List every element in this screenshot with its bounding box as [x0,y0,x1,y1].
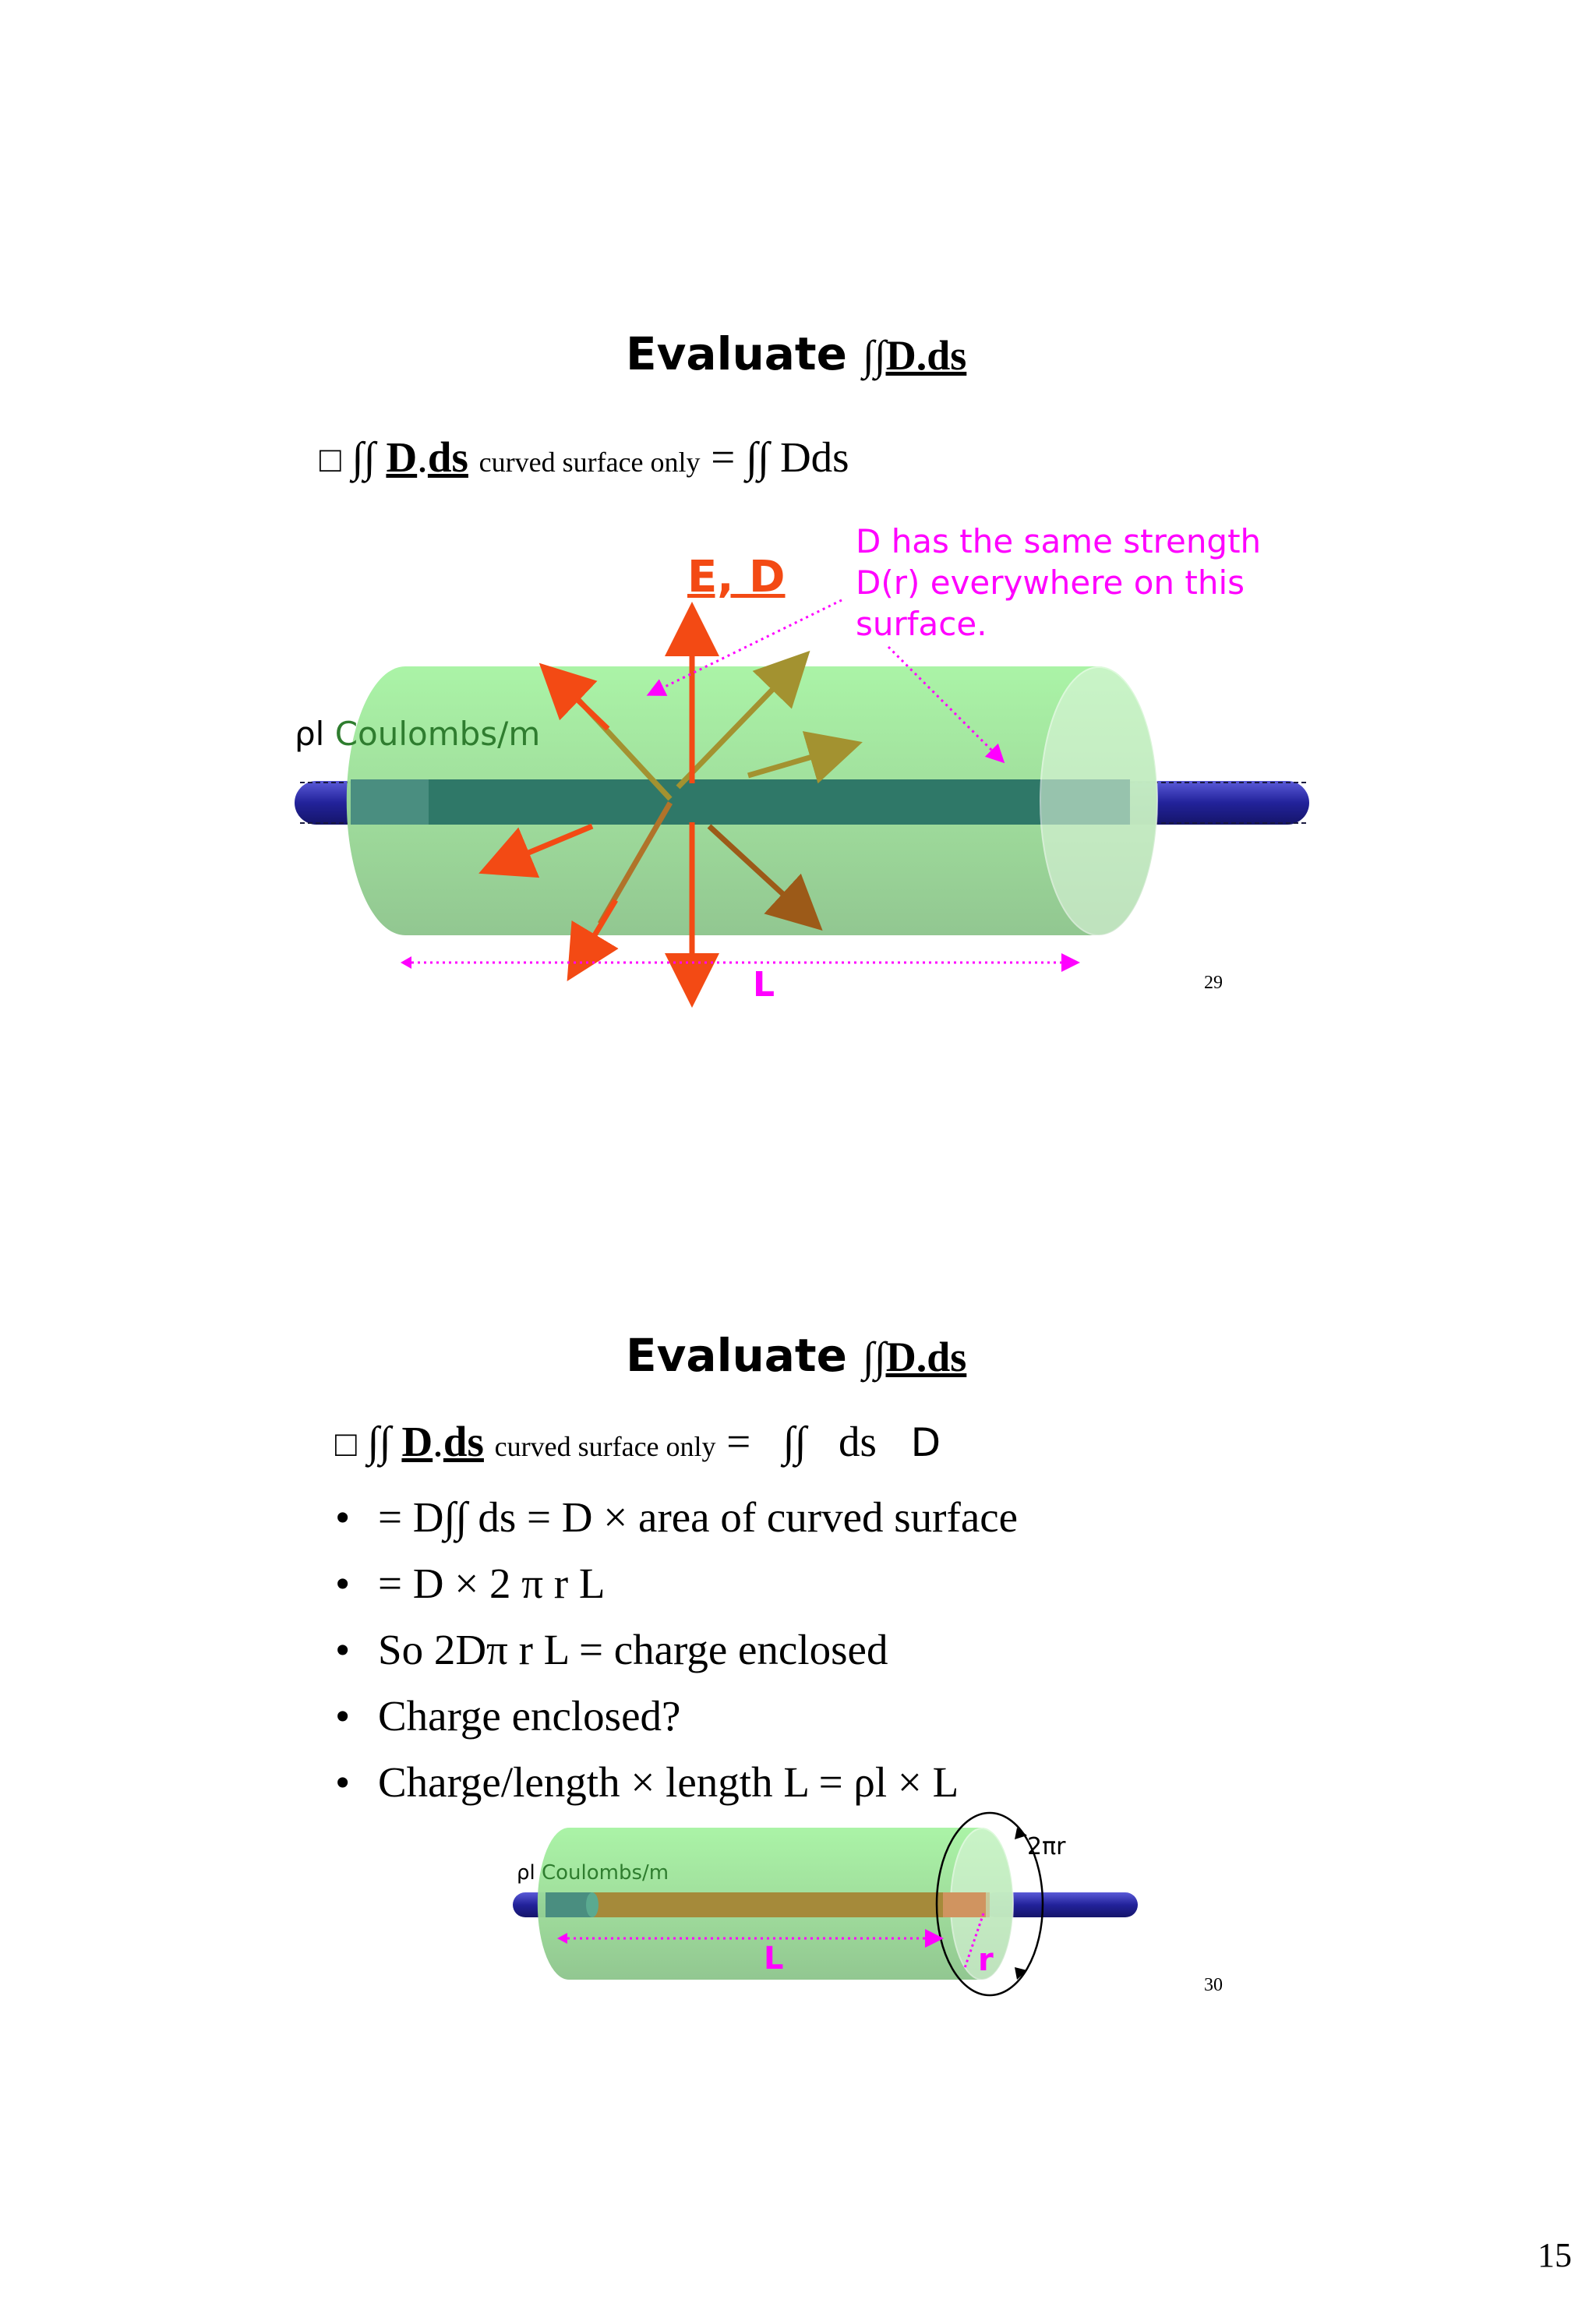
slide2-bullet-3-text: So 2Dπ r L = charge enclosed [378,1626,888,1673]
slide2-equation [335,1417,941,1466]
slide1-rho-units: Coulombs/m [334,715,541,753]
slide2-bullet-5 [335,1749,1018,1815]
slide2-eq-integral: ∫∫ [367,1418,391,1465]
slide1-label-ED-text: E, D [687,552,786,602]
slide1-eq-D: D [386,433,418,481]
bullet-dot: • [335,1758,351,1806]
slide1-cylinder-end-cap [1040,667,1157,935]
slide2-line-charge-rod-inner [546,1892,990,1917]
slide1-note-line-2: D(r) everywhere on this [856,564,1245,602]
slide1-equation [320,433,849,482]
slide1-page-number: 29 [1204,973,1223,993]
slide2-bullet-3 [335,1616,1018,1683]
slide1-eq-rhs: = ∫∫ Dds [711,433,849,481]
slide1-length-label: L [753,965,775,1005]
slide1-eq-ds: ds [427,433,468,481]
slide2-bullet-4 [335,1683,1018,1749]
slide1-rho-label: ρl [295,715,325,753]
slide2-circumference-label: 2πr [1027,1833,1066,1860]
slide1-title-text: Evaluate [626,327,847,380]
slide1-charge-label [295,715,540,753]
slide1-eq-box: □ [320,440,341,479]
slide1-note-line-3: surface. [856,605,987,643]
slide2-bullet-2 [335,1550,1018,1616]
slide2-bullet-list [335,1484,1018,1815]
slide2-eq-dot: . [433,1418,443,1465]
slide2-bullet-4-text: Charge enclosed? [378,1692,681,1740]
slide2-title [626,1329,966,1382]
slide1-note [856,521,1261,645]
slide2-bullet-1 [335,1484,1018,1550]
slide2-page-number: 30 [1204,1975,1223,1995]
slide1-title-integral: ∫∫D.ds [863,332,967,379]
slide1-eq-dot: . [417,433,428,481]
slide2-eq-subscript: curved surface only [494,1431,716,1462]
bullet-dot: • [335,1560,351,1607]
slide2-length-label: L [764,1941,784,1977]
slide2-bullet-1-text: = D∫∫ ds = D × area of curved surface [378,1493,1019,1541]
slide2-eq-ds: ds [443,1418,484,1465]
slide2-radius-label: r [978,1942,994,1978]
slide2-title-text: Evaluate [626,1329,847,1382]
slide2-eq-box: □ [335,1424,357,1464]
slide2-eq-trailing-D: D [910,1420,941,1465]
slide2-bullet-5-text: Charge/length × length L = ρl × L [378,1758,959,1806]
slide2-title-integral: ∫∫D.ds [863,1334,967,1380]
slide2-rho-units: Coulombs/m [542,1861,669,1885]
slide2-rho-label: ρl [517,1861,535,1885]
slide2-eq-D: D [401,1418,433,1465]
bullet-dot: • [335,1692,351,1740]
slide1-eq-subscript: curved surface only [478,447,701,478]
slide2-bullet-2-text: = D × 2 π r L [378,1560,606,1607]
slide1-line-charge-rod-inner [351,779,1130,825]
slide1-note-line-1: D has the same strength [856,522,1262,560]
slide2-eq-rhs: = ∫∫ ds [726,1418,877,1465]
sheet-page-number: 15 [1538,2236,1572,2274]
slide1-eq-integral: ∫∫ [351,433,376,481]
bullet-dot: • [335,1493,351,1541]
bullet-dot: • [335,1626,351,1673]
slide1-label-ED [687,552,786,602]
slide1-title [626,327,966,380]
slide2-charge-label [517,1861,669,1885]
